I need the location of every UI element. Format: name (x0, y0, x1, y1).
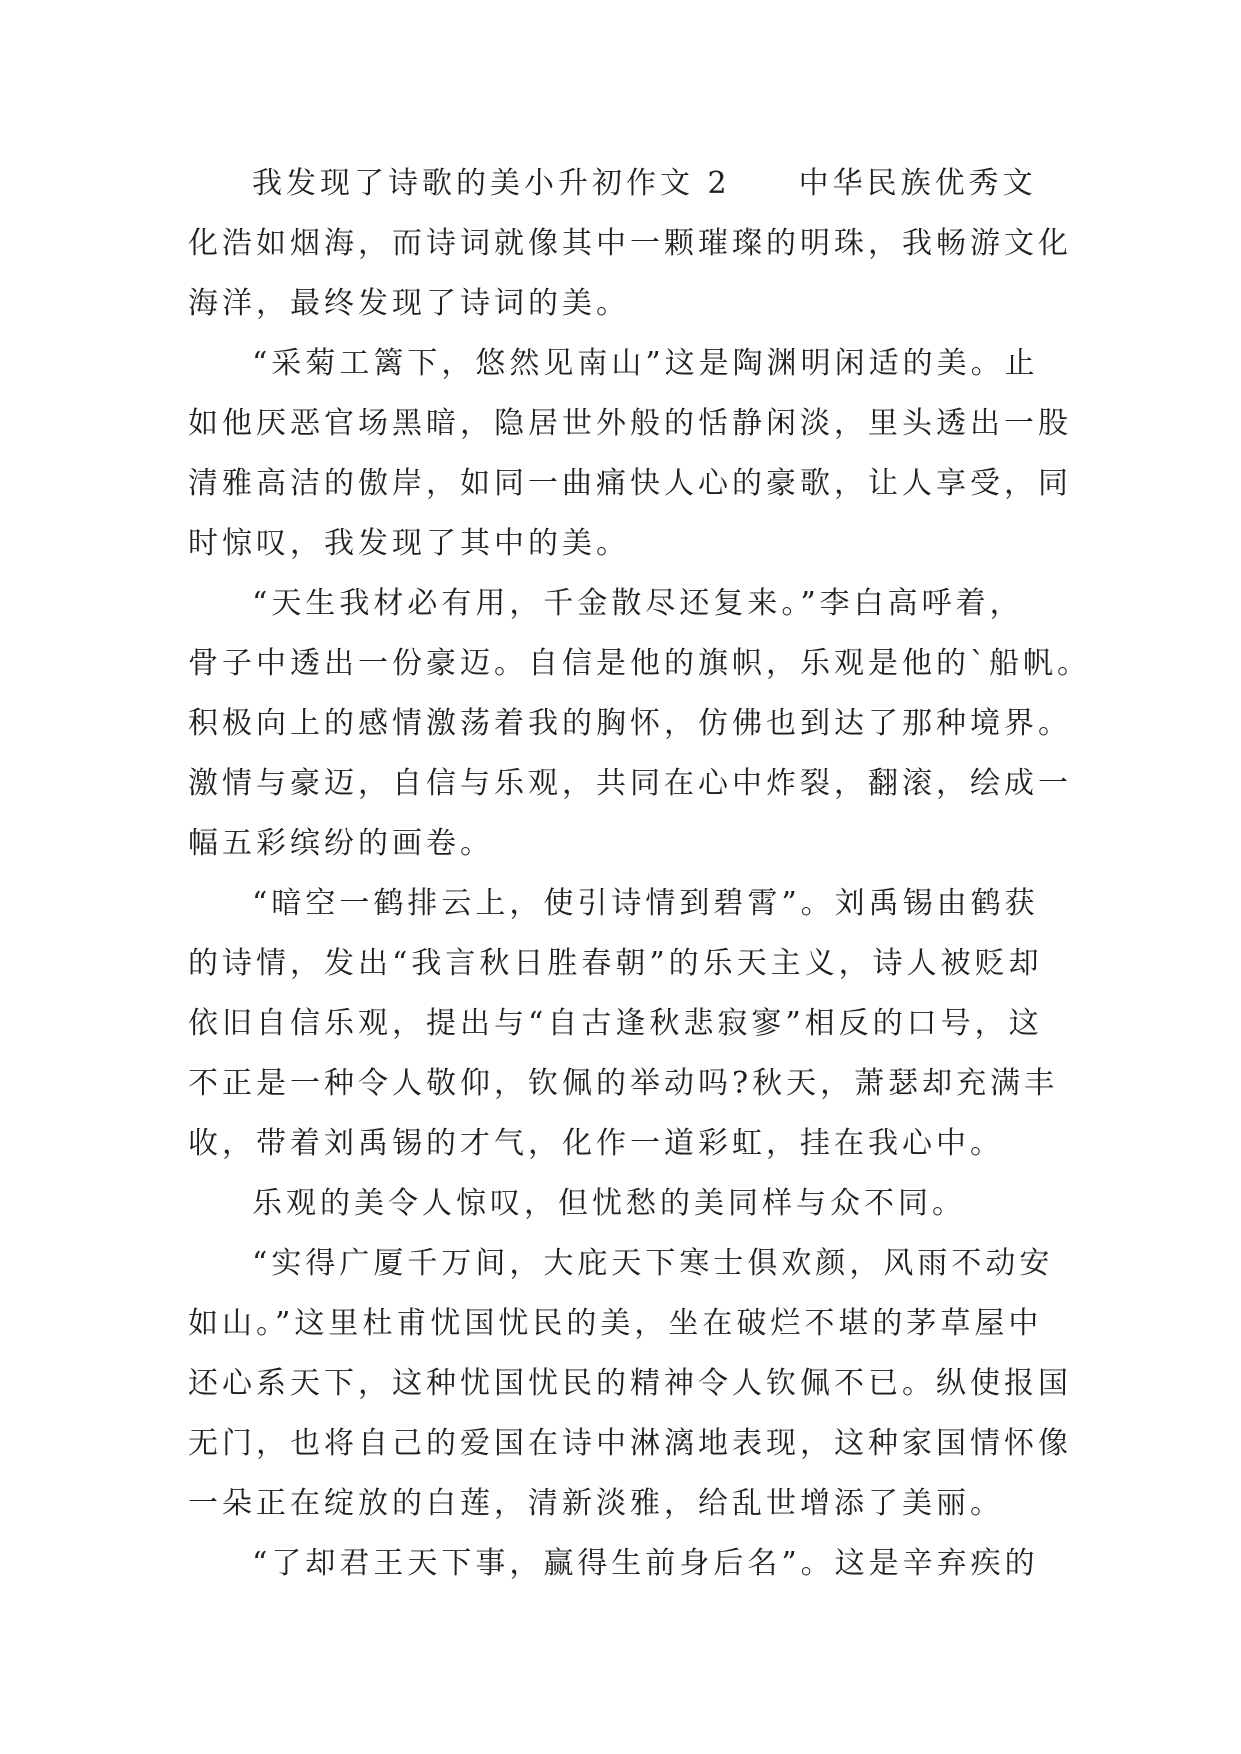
text-line: 骨子中透出一份豪迈。自信是他的旗帜，乐观是他的`船帆。 (188, 646, 1091, 681)
text-line: 依旧自信乐观，提出与“自古逢秋悲寂寥”相反的口号，这 (188, 1006, 1043, 1041)
text-line: 激情与豪迈，自信与乐观，共同在心中炸裂，翻滚，绘成一 (188, 766, 1072, 801)
text-line: 还心系天下，这种忧国忧民的精神令人钦佩不已。纵使报国 (188, 1366, 1072, 1401)
text-line: 收，带着刘禹锡的才气，化作一道彩虹，挂在我心中。 (188, 1126, 1004, 1161)
text-line: 幅五彩缤纷的画卷。 (188, 826, 494, 861)
text-line: 的诗情，发出“我言秋日胜春朝”的乐天主义，诗人被贬却 (188, 946, 1043, 981)
text-line: 如他厌恶官场黑暗，隐居世外般的恬静闲淡，里头透出一股 (188, 406, 1072, 441)
text-line: “了却君王天下事，赢得生前身后名”。这是辛弃疾的 (252, 1546, 1039, 1581)
text-line: 化浩如烟海，而诗词就像其中一颗璀璨的明珠，我畅游文化 (188, 226, 1072, 261)
text-line: “暗空一鹤排云上，使引诗情到碧霄”。刘禹锡由鹤获 (252, 886, 1039, 921)
text-line: 不正是一种令人敬仰，钦佩的举动吗?秋天，萧瑟却充满丰 (188, 1066, 1059, 1101)
text-line: 清雅高洁的傲岸，如同一曲痛快人心的豪歌，让人享受，同 (188, 466, 1072, 501)
text-line: 一朵正在绽放的白莲，清新淡雅，给乱世增添了美丽。 (188, 1486, 1004, 1521)
text-line: 如山。”这里杜甫忧国忧民的美，坐在破烂不堪的茅草屋中 (188, 1306, 1043, 1341)
text-line: 乐观的美令人惊叹，但忧愁的美同样与众不同。 (252, 1186, 966, 1221)
text-line: 时惊叹，我发现了其中的美。 (188, 526, 630, 561)
text-line: 无门，也将自己的爱国在诗中淋漓地表现，这种家国情怀像 (188, 1426, 1072, 1461)
text-line: 海洋，最终发现了诗词的美。 (188, 286, 630, 321)
text-line: 积极向上的感情激荡着我的胸怀，仿佛也到达了那种境界。 (188, 706, 1072, 741)
text-line: “天生我材必有用，千金散尽还复来。”李白高呼着， (252, 586, 1024, 621)
text-line: “采菊工篱下，悠然见南山”这是陶渊明闲适的美。止 (252, 346, 1039, 381)
text-line: “实得广厦千万间，大庇天下寒士俱欢颜，风雨不动安 (252, 1246, 1054, 1281)
text-line: 我发现了诗歌的美小升初作文 2 中华民族优秀文 (252, 166, 1037, 201)
